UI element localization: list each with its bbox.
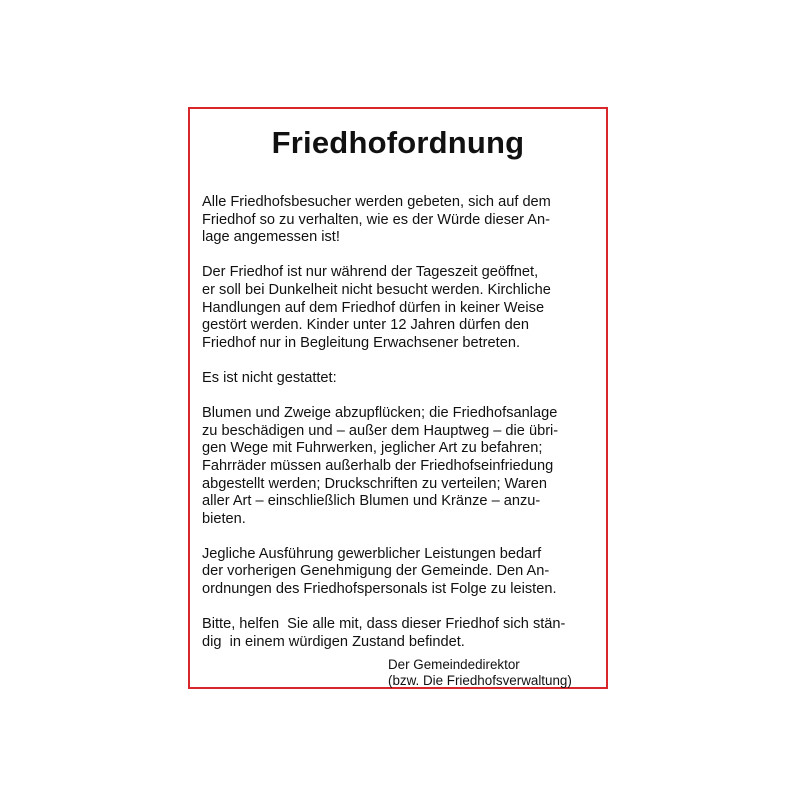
signature-block xyxy=(388,657,572,689)
text-line: abgestellt werden; Druckschriften zu verteilen; Waren xyxy=(202,475,547,492)
text-line: Handlungen auf dem Friedhof dürfen in keiner Weise xyxy=(202,299,545,316)
text-line: der vorherigen Genehmigung der Gemeinde. Den An- xyxy=(202,563,550,580)
document-body xyxy=(202,194,602,669)
text-line: Bitte, helfen Sie alle mit, dass dieser Friedhof sich stän- xyxy=(202,616,566,633)
signature-alternative: (bzw. Die Friedhofsverwaltung) xyxy=(388,673,572,688)
text-line: gestört werden. Kinder unter 12 Jahren dürfen den xyxy=(202,317,529,334)
sign-frame xyxy=(188,107,608,689)
text-line: Blumen und Zweige abzupflücken; die Friedhofsanlage xyxy=(202,405,558,422)
text-line: Fahrräder müssen außerhalb der Friedhofseinfriedung xyxy=(202,457,554,474)
text-line: zu beschädigen und – außer dem Hauptweg – die übri- xyxy=(202,422,559,439)
text-line: ordnungen des Friedhofspersonals ist Folge zu leisten. xyxy=(202,581,557,598)
signature-title: Der Gemeindedirektor xyxy=(388,657,520,672)
document-title: Friedhofordnung xyxy=(271,125,525,160)
text-line: bieten. xyxy=(202,510,246,527)
text-line: Der Friedhof ist nur während der Tageszeit geöffnet, xyxy=(202,264,539,281)
text-line: aller Art – einschließlich Blumen und Kränze – anzu- xyxy=(202,493,541,510)
paragraph-prohibited-heading xyxy=(202,370,602,388)
paragraph-prohibitions xyxy=(202,405,602,528)
text-line: Es ist nicht gestattet: xyxy=(202,369,337,386)
paragraph-opening-hours xyxy=(202,264,602,352)
text-line: Alle Friedhofsbesucher werden gebeten, sich auf dem xyxy=(202,194,551,210)
paragraph-closing-request xyxy=(202,616,602,651)
text-line: Friedhof nur in Begleitung Erwachsener betreten. xyxy=(202,334,521,351)
text-line: gen Wege mit Fuhrwerken, jeglicher Art zu befahren; xyxy=(202,440,543,457)
text-line: Friedhof so zu verhalten, wie es der Würde dieser An- xyxy=(202,211,550,228)
text-line: dig in einem würdigen Zustand befindet. xyxy=(202,633,465,650)
paragraph-intro xyxy=(202,194,602,247)
text-line: lage angemessen ist! xyxy=(202,229,340,246)
text-line: er soll bei Dunkelheit nicht besucht werden. Kirchliche xyxy=(202,281,551,298)
paragraph-commercial xyxy=(202,546,602,599)
text-line: Jegliche Ausführung gewerblicher Leistungen bedarf xyxy=(202,545,542,562)
